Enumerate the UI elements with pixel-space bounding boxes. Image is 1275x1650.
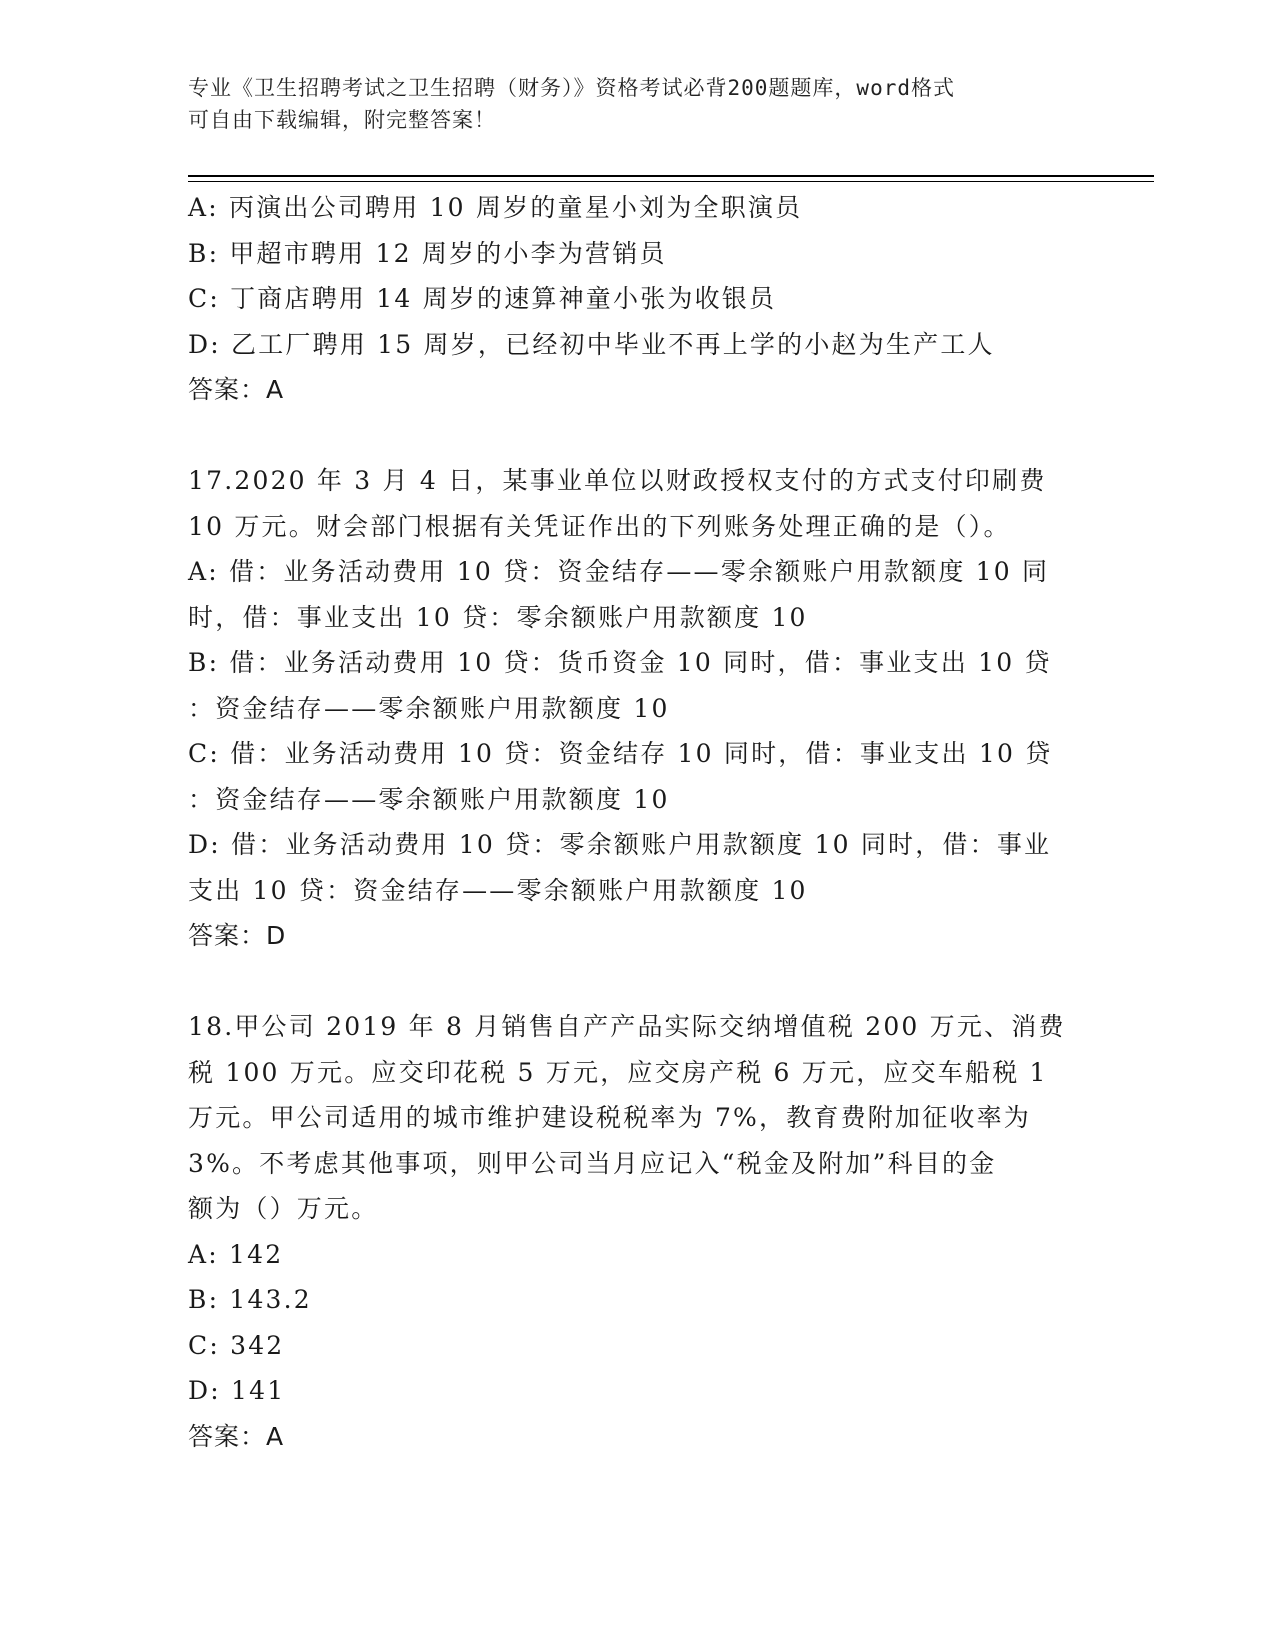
option-c: C: 借：业务活动费用 10 贷：资金结存 10 同时，借：事业支出 10 贷 <box>188 739 1053 768</box>
option-b-cont: ：资金结存——零余额账户用款额度 10 <box>188 693 670 723</box>
question-18 <box>188 1004 1088 1459</box>
option-b: B: 甲超市聘用 12 周岁的小李为营销员 <box>188 238 667 268</box>
answer: 答案：A <box>188 375 285 404</box>
question-stem-line: 3%。不考虑其他事项，则甲公司当月应记入“税金及附加”科目的金 <box>188 1148 997 1178</box>
header-rule-thin <box>188 181 1154 182</box>
header-line-2: 可自由下载编辑，附完整答案！ <box>188 108 496 132</box>
header-rule-thick <box>188 175 1154 177</box>
option-d: D: 借：业务活动费用 10 贷：零余额账户用款额度 10 同时，借：事业 <box>188 830 1052 859</box>
question-17 <box>188 458 1088 959</box>
document-header <box>188 72 1088 136</box>
option-a-cont: 时，借：事业支出 10 贷：零余额账户用款额度 10 <box>188 602 808 632</box>
option-a: A: 丙演出公司聘用 10 周岁的童星小刘为全职演员 <box>188 193 803 222</box>
question-stem-line: 18.甲公司 2019 年 8 月销售自产产品实际交纳增值税 200 万元、消费 <box>188 1012 1066 1041</box>
header-line-1: 专业《卫生招聘考试之卫生招聘（财务）》资格考试必背200题题库，word格式 <box>188 76 955 100</box>
question-stem-line: 万元。甲公司适用的城市维护建设税税率为 7%，教育费附加征收率为 <box>188 1103 1032 1132</box>
spacer <box>188 959 1088 1005</box>
option-d: D: 141 <box>188 1376 286 1405</box>
option-c-cont: ：资金结存——零余额账户用款额度 10 <box>188 784 670 814</box>
option-b: B: 借：业务活动费用 10 贷：货币资金 10 同时，借：事业支出 10 贷 <box>188 648 1052 677</box>
option-a: A: 借：业务活动费用 10 贷：资金结存——零余额账户用款额度 10 同 <box>188 557 1050 586</box>
option-b: B: 143.2 <box>188 1285 312 1314</box>
option-d: D: 乙工厂聘用 15 周岁，已经初中毕业不再上学的小赵为生产工人 <box>188 329 995 359</box>
option-a: A: 142 <box>188 1239 284 1269</box>
spacer <box>188 413 1088 459</box>
question-stem-line: 额为（）万元。 <box>188 1194 379 1223</box>
answer: 答案：D <box>188 921 287 950</box>
option-c: C: 342 <box>188 1330 285 1360</box>
question-stem-line: 17.2020 年 3 月 4 日，某事业单位以财政授权支付的方式支付印刷费 <box>188 466 1047 495</box>
option-c: C: 丁商店聘用 14 周岁的速算神童小张为收银员 <box>188 284 777 313</box>
document-body <box>188 185 1088 1459</box>
question-stem-line: 10 万元。财会部门根据有关凭证作出的下列账务处理正确的是（）。 <box>188 511 1011 541</box>
question-16 <box>188 185 1088 413</box>
answer: 答案：A <box>188 1421 285 1451</box>
question-stem-line: 税 100 万元。应交印花税 5 万元，应交房产税 6 万元，应交车船税 1 <box>188 1057 1048 1087</box>
option-d-cont: 支出 10 贷：资金结存——零余额账户用款额度 10 <box>188 875 808 905</box>
